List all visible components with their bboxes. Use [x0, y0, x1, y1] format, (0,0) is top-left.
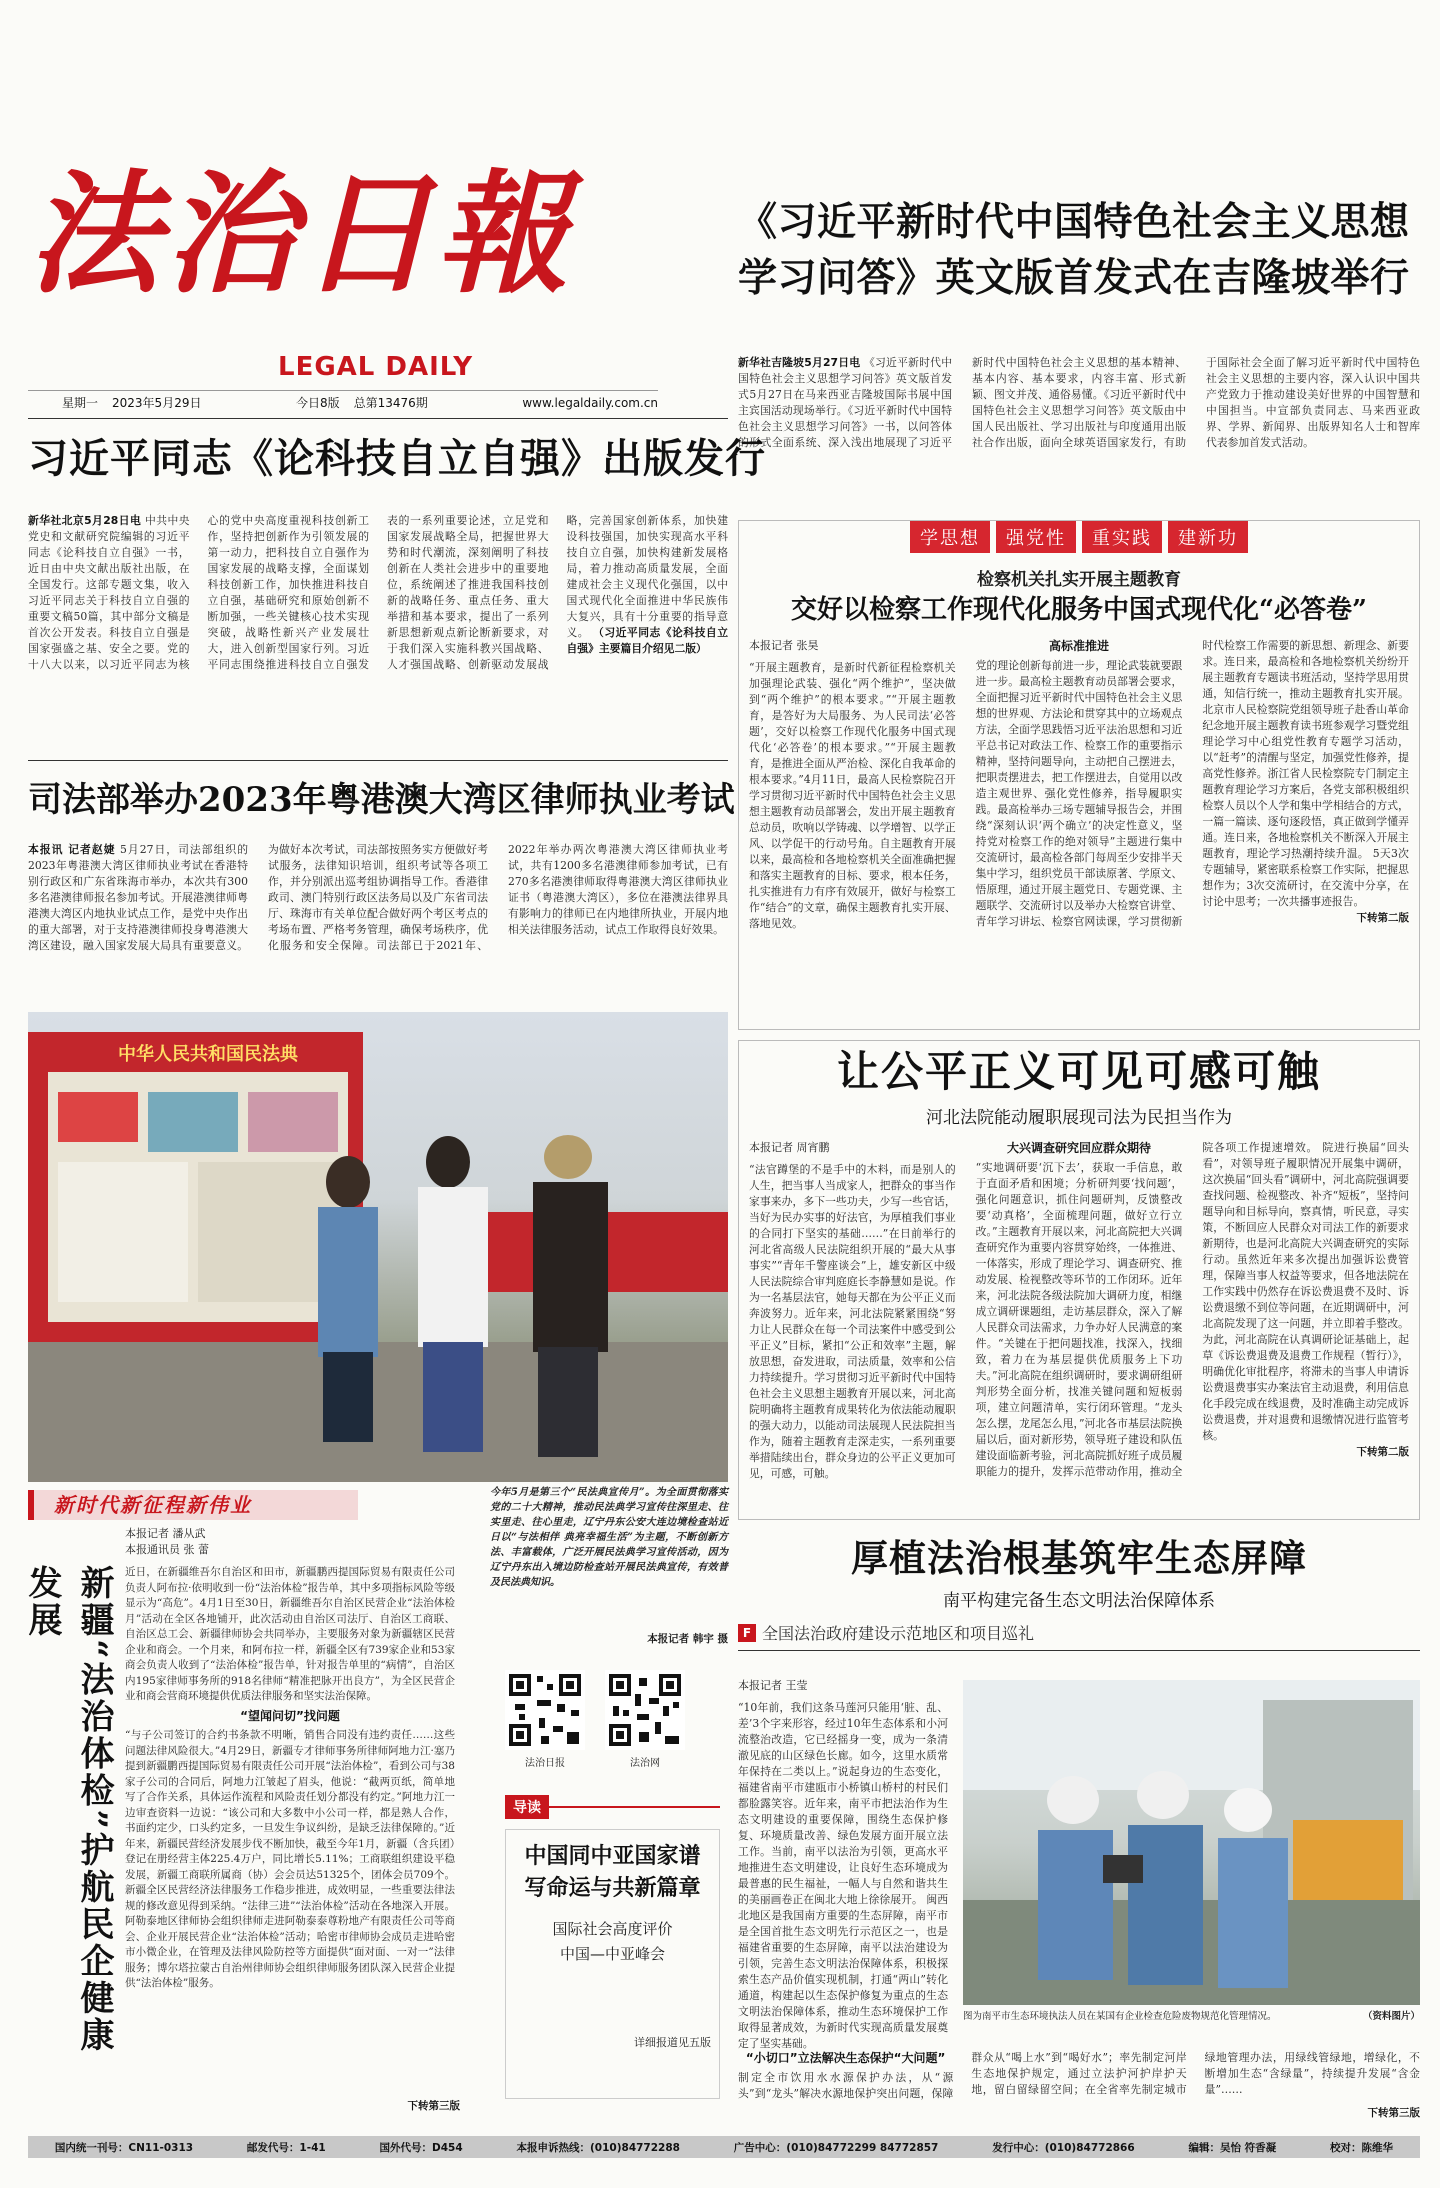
divider: [28, 418, 728, 419]
exam-headline[interactable]: 司法部举办2023年粤港澳大湾区律师执业考试: [28, 780, 735, 820]
photo-caption-text: 图为南平市生态环境执法人员在某国有企业检查危险废物规范化管理情况。: [963, 2011, 1277, 2022]
guide-sub: 中国—中亚峰会: [559, 1945, 665, 1963]
xinjiang-banner: [28, 1490, 358, 1520]
footer-item: 校对：陈维华: [1329, 2141, 1393, 2154]
exam-body: [28, 842, 728, 970]
theme-tag: 重实践: [1082, 521, 1162, 553]
continued-note[interactable]: 下转第二版: [1356, 912, 1409, 924]
guide-sub: 国际社会高度评价: [552, 1920, 673, 1938]
procuratorate-body: [749, 638, 1409, 1030]
board-graphic: [148, 1092, 238, 1152]
guide-tag-rule: [549, 1806, 720, 1808]
xinjiang-body-text: 近日，在新疆维吾尔自治区和田市，新疆鹏西提国际贸易有限责任公司负责人阿布拉·依明收到一份“法治体检”报告单，其中多项指标风险等级显示为“高危”。4月1日至30日，新疆维吾尔自治区民营企业“法治体检月”活动在全区各地铺开，此次活动由自治区司法厅、自治区工商联、自治区总工会、新疆律师协会共同举办，主要服务对象为新疆辖区民营企业和商会。一个月来，和阿布拉一样，新疆全区有739家企业和53家商会负责人收到了“法治体检”报告单，针对报告单里的“病情”，自治区内195家律师事务所的918名律师“精准把脉开出良方”，为全区民营企业和商会营商环境提供优质法律服务和坚实法治保障。: [125, 1566, 455, 1702]
person-legs: [423, 1342, 483, 1452]
xinjiang-body-text: “与子公司签订的合约书条款不明晰，销售合同没有违约责任……这些问题法律风险很大。”4月29日，新疆专才律师事务所律师阿地力江·塞乃提到新疆鹏西提国际贸易有限责任公司开展“法治体检”，看到公司与38家子公司的合同后，阿地力江皱起了眉头，他说：“截两页纸，简单地写了合作关系，具体运作流程和风险责任划分都没有约定。”阿地力江一边审查资料一边说：“该公司和大多数中小公司一样，都是熟人合作，书面约定少，口头约定多，一旦发生争议纠纷，是缺乏法律保障的。”近年来，新疆民营经济发展步伐不断加快，截至今年1月，新疆（含兵团）登记在册经营主体225.4万户，同比增长5.11%；工商联组织建设平稳发展，新疆工商联所属商（协）会会员达51325个，团体会员709个。新疆全区民营经济法律服务工作稳步推进，成效明显，一些重要法律法规的修改意见得到采纳。“法律三进”“法治体检”活动在各地深入开展。阿勒泰地区律师协会组织律师走进阿勒泰泰尊粉地产有限责任公司等商会、企业开展民营企业“法治体检”活动；哈密市律师协会成员走进哈密市小微企业，在管理及法律风险防控等方面提供“面对面、一对一”法律服务；博尔塔拉蒙古自治州律师协会组织律师服务团队深入民营企业提供“法治体检”服务。: [125, 1729, 455, 1989]
hebei-body-text: 院进行换届“回头看”，对领导班子履职情况开展集中调研，这次换届“回头看”调研中，河北高院强调要查找问题、检视整改、补齐“短板”，坚持问题导向和目标导向，察真情，听民意，寻实策，不断回应人民群众对司法工作的新要求新期待，也是河北高院大兴调查研究的实际行动。虽然近年来多次提出加强诉讼费管理，保障当事人权益等要求，但各地法院在工作实践中仍然存在诉讼费退费不及时、诉讼费退缴不到位等问题，在近期调研中，河北高院发现了这一问题，并立即着手整改。为此，河北高院在认真调研论证基础上，起草《诉讼费退费及退费工作规程（暂行）》，明确优化审批程序，将滞未的当事人申请诉讼费退费事实办案法官主动退费，利用信息化手段完成在线退费，及时准确主动完成诉讼费退费，并对退费和退缴情况进行监管考核。: [1202, 1141, 1409, 1442]
photo-caption-police: [490, 1485, 728, 1650]
ecology-subhead: “小切口”立法解决生态保护“大问题”: [745, 2051, 946, 2065]
ecology-headline[interactable]: 厚植法治根基筑牢生态屏障: [851, 1536, 1307, 1580]
masthead-title: 法治日報: [28, 157, 572, 312]
hebei-headline[interactable]: 让公平正义可见可感可触: [836, 1047, 1321, 1096]
person-head: [426, 1136, 470, 1188]
pavement: [28, 1342, 728, 1482]
lead-headline[interactable]: 《习近平新时代中国特色社会主义思想学习问答》英文版首发式在吉隆坡举行: [738, 200, 1410, 301]
masthead-info-bar: [28, 390, 658, 414]
book-body: [28, 513, 728, 705]
board-text-panel: [198, 1162, 338, 1302]
hard-hat: [1047, 1776, 1099, 1824]
qr-code-legal-daily[interactable]: [505, 1670, 585, 1770]
ecology-body-text: 闽西北地区是我国南方重要的生态屏障，南平市是全国首批生态文明先行示范区之一，也是福建省重要的生态屏障，南平以法治建设为引领，完善生态文明法治保障体系，积极探索生态产品价值实现机制，打通“两山”转化通道，构建起以生态保护修复为重点的生态文明法治保障体系，推动生态环境保护工作取得显著成效，为新时代实现高质量发展奠定了坚实基础。: [738, 1893, 949, 2050]
lead-dateline: 新华社吉隆坡5月27日电: [738, 356, 861, 369]
procuratorate-kicker: 检察机关扎实开展主题教育: [977, 570, 1181, 590]
board-text-panel: [58, 1162, 188, 1302]
caption-text: 今年5月是第三个“民法典宣传月”。为全面贯彻落实党的二十大精神，推动民法典学习宣传往深里走、往实里走、往心里走，辽宁丹东公安大连边境检查站近日以“与法相伴 典亮幸福生活”为主题，不断创新方法、丰富载体，广泛开展民法典学习宣传活动，因为辽宁丹东出入境边防检查站开展民法典宣传，有效普及民法典知识。: [490, 1487, 728, 1588]
footer-item: 广告中心：(010)84772299 84772857: [733, 2141, 939, 2154]
website-link[interactable]: www.legaldaily.com.cn: [522, 395, 658, 410]
xinjiang-headline-vertical[interactable]: 新疆“法治体检”护航民企健康发展: [22, 1565, 114, 2055]
hebei-body-text: “实地调研要‘沉下去’，获取一手信息，敢于直面矛盾和困境；分析研判要‘找问题’，强化问题意识，抓住问题研判，反馈整改要‘动真格’，全面梳理问题，做好立行立改。”主题教育开展以来，河北高院把大兴调查研究作为重要内容贯穿始终，一体推进、一体落实，形成了理论学习、调查研究、推动发展、检视整改等环节的工作闭环。近年来，河北法院各级法院加大调研力度，相继成立调研课题组，走访基层群众，深入了解人民群众司法需求，力争办好人民满意的案件。“关键在于把问题找准，找深入，找细致，着力在为基层提供优质服务上下功夫。”河北高院在组织调研时，要求调研组研判形势全面分析，找准关键问题和短板弱项，建立问题清单，实行闭环管理。“龙头怎么摆，龙尾怎么甩，”河北各市基层法院换届以后，面对新形势，领导班子建设和队伍建设面临新考验，河北高院抓好班子成员履职能力的提升，发挥示范带动作用，推动全院各项工作提速增效。: [975, 1141, 1319, 1478]
exam-body-text: 5月27日，司法部组织的2023年粤港澳大湾区律师执业考试在香港特别行政区和广东省珠海市举办，本次共有300多名港澳律师报名参加考试。开展港澳律师粤港澳大湾区内地执业试点工作，是党中央作出的重大部署，对于支持港澳律师投身粤港澳大湾区建设，融入国家发展大局具有重要意义。为做好本次考试，司法部按照务实方便做好考试服务，法律知识培训，组织考试等各项工作，并分别派出巡考组协调指导工作。香港律政司、澳门特别行政区法务局以及广东省司法厅、珠海市有关单位配合做好两个考区考点的考场布置、严格考务管理，确保考场秩序，优化服务和安全保障。司法部已于2021年、2022年举办两次粤港澳大湾区律师执业考试，共有1200多名港澳律师参加考试，已有270多名港澳律师取得粤港澳大湾区律师执业证书（粤港澳大湾区），多位在港澳法律界具有影响力的律师已在内地律所执业，开展内地相关法律服务活动，试点工作取得良好效果。: [28, 843, 728, 952]
board-graphic: [58, 1092, 138, 1142]
footer-item: 发行中心：(010)84772866: [992, 2141, 1135, 2154]
person-body: [533, 1182, 608, 1352]
hebei-body: [749, 1140, 1409, 1518]
procuratorate-body-text: “开展主题教育，是新时代新征程检察机关加强理论武装、强化“两个维护”，坚决做到“两个维护”的根本要求。”“开展主题教育，是答好为大局服务、为人民司法‘必答题’，交好以检察工作现代化服务中国式现代化‘必答卷’的根本要求。”“开展主题教育，是推进全面从严治检、深化自我革命的根本要求。”4月11日，最高人民检察院召开学习贯彻习近平新时代中国特色社会主义思想主题教育动员部署会，发出开展主题教育总动员，吹响以学铸魂、以学增智、以学正风、以学促干的行动号角。自主题教育开展以来，最高检和各地检察机关全面准确把握和落实主题教育的目标、要求，根本任务，扎实推进有力有序有效展开，做好与检察工作“结合”的文章，确保主题教育扎实开展、落地见效。: [749, 661, 956, 930]
hebei-story: [738, 1040, 1420, 1520]
photo-scene: [963, 1680, 1420, 2005]
xinjiang-subhead: “望闻问切”找问题: [240, 1708, 340, 1723]
hebei-body-text: “法官蹲堡的不是手中的木料，而是别人的人生，把当事人当成家人，把群众的事当作家事来办，多下一些功夫，少写一些官话，当好为民办实事的好法官，为厚植我们事业的合同打下坚实的基础……”在日前举行的河北省高级人民法院组织开展的“最大从事事实”“青年千警座谈会”上，雄安新区中级人民法院综合审判庭庭长李静慧如是说。作为一名基层法官，她每天都在为公平正义而奔波努力。近年来，河北法院紧紧围绕“努力让人民群众在每一个司法案件中感受到公平正义”目标，紧扣“公正和效率”主题，解放思想，奋发进取，司法质量，效率和公信力持续提升。学习贯彻习近平新时代中国特色社会主义思想主题教育开展以来，河北高院明确将主题教育成果转化为依法能动履职的强大动力，以能动司法展现人民法院担当作为，随着主题教育走深走实，一系列重要举措陆续出台，群众身边的公平正义更加可见，可感，可触。: [749, 1163, 956, 1480]
exam-story: [28, 770, 735, 985]
caption-credit: 本报记者 韩宇 摄: [647, 1633, 728, 1645]
hebei-subhead: 大兴调查研究回应群众期待: [1006, 1141, 1151, 1155]
book-headline[interactable]: 习近平同志《论科技自立自强》出版发行: [28, 436, 766, 482]
footer-item: 国内统一刊号：CN11-0313: [54, 2141, 194, 2154]
qr-label: 法治日报: [525, 1758, 565, 1769]
officer-legs: [323, 1352, 373, 1442]
qr-code-legal-net[interactable]: [605, 1670, 685, 1770]
book-caption: （习近平同志《论科技自立自强》主要篇目介绍见二版）: [566, 626, 729, 655]
news-photo-police: [28, 1012, 728, 1480]
forklift: [1293, 1820, 1403, 1910]
procuratorate-story: [738, 520, 1420, 1030]
procuratorate-byline: 本报记者 张昊: [749, 639, 819, 652]
continued-note[interactable]: 下转第三版: [407, 2100, 460, 2112]
guide-tag-text: 导读: [505, 1795, 549, 1819]
inspector-body: [1128, 1825, 1203, 1985]
photo-scene: [28, 1012, 728, 1480]
guide-box[interactable]: [505, 1795, 720, 2100]
procuratorate-body-text: 党的理论创新每前进一步，理论武装就要跟进一步。最高检主题教育动员部署会要求，全面把握习近平新时代中国特色社会主义思想的世界观、方法论和贯穿其中的立场观点方法，全面学思践悟习近平法治思想和习近平总书记对政法工作、检察工作的重要指示精神，坚持问题导向，主动把自己摆进去，把职责摆进去，把工作摆进去，自觉用以改造主观世界、强化党性修养，指导履职实践。最高检举办三场专题辅导报告会，并围绕“深刻认识‘两个确立’的决定性意义，坚持党对检察工作的绝对领导”主题进行集中交流研讨，最高检各部门每周至少安排半天集中学习，组织党员干部读原著、学原文、悟原理，通过开展主题党日、专题党课、主题联学、交流研讨以及举办大检察官讲堂、青年学习讲坛、检察官网读课，学习贯彻新时代检察工作需要的新思想、新理念、新要求。连日来，最高检和各地检察机关纷纷开展主题教育专题读书班活动，坚持学思用贯通，知信行统一，推动主题教育扎实开展。北京市人民检察院党组领导班子赴香山革命纪念地开展主题教育读书班参观学习暨党组理论学习中心组党性教育专题学习活动，以“赶考”的清醒与坚定，加强党性修养，提高党性修养。浙江省人民检察院专门制定主题教育理论学习方案后，各党支部积极组织检察人员以个人学和集中学相结合的方式，一篇一篇读、逐句逐段悟，真正做到学懂弄通。连日来，各地检察机关不断深入开展主题教育，理论学习热潮持续升温。: [975, 639, 1409, 928]
footer-bar: [28, 2136, 1420, 2158]
exam-byline: 本报讯 记者赵婕: [28, 843, 116, 856]
hebei-byline: 本报记者 周宵鹏: [749, 1141, 830, 1154]
theme-tag: 学思想: [910, 521, 990, 553]
xinjiang-byline: 本报记者 潘从武: [125, 1527, 206, 1540]
continued-note[interactable]: 下转第二版: [1356, 1446, 1409, 1458]
guide-tag: [505, 1795, 720, 1819]
issue-date: 2023年5月29日: [112, 396, 202, 410]
tablet-device: [1103, 1855, 1143, 1883]
ecology-photo-caption: [963, 2010, 1420, 2024]
news-photo-inspection: [963, 1680, 1420, 2005]
ecology-body-bottom: [738, 2050, 1420, 2118]
page-count: 今日8版: [295, 396, 340, 410]
board-graphic: [248, 1092, 338, 1152]
qr-label: 法治网: [630, 1758, 660, 1769]
book-dateline: 新华社北京5月28日电: [28, 514, 142, 527]
hebei-subheadline: 河北法院能动履职展现司法为民担当作为: [926, 1108, 1232, 1128]
guide-headline[interactable]: 中国同中亚国家谱写命运与共新篇章: [524, 1843, 701, 1901]
xinjiang-body: [125, 1525, 455, 2105]
ecology-body-text: “10年前，我们这条马莲河只能用‘脏、乱、差’3个字来形容，经过10年生态体系和小河流整治改造，它已经摇身一变，成为一条清澈见底的山区绿色长廊。如今，这里水质常年保持在二类以上。”说起身边的生态变化，福建省南平市建瓯市小桥镇山桥村的村民们都脸露笑容。近年来，南平市把法治作为生态文明建设的重要保障，围绕生态保护修复、环境质量改善、绿色发展方面开展立法工作。当前，南平以法治为引领，更高水平地推进生态文明建设，让良好生态环境成为最普惠的民生福祉，一幅人与自然和谐共生的美丽画卷正在闽北大地上徐徐展开。: [738, 1701, 948, 1906]
inspector-body: [1038, 1830, 1113, 1980]
book-body-text: 中共中央党史和文献研究院编辑的习近平同志《论科技自立自强》一书，近日由中央文献出版社出版，在全国发行。这部专题文集，收入习近平同志关于科技自立自强的重要文稿50篇，其中部分文稿是首次公开发表。科技自立自强是国家强盛之基、安全之要。党的十八大以来，以习近平同志为核心的党中央高度重视科技创新工作，坚持把创新作为引领发展的第一动力，把科技自立自强作为国家发展的战略支撑，全面谋划科技创新工作，加快推进科技自立自强，基础研究和原始创新不断加强，一些关键核心技术实现突破，战略性新兴产业发展壮大，进入创新型国家行列。习近平同志围绕推进科技自立自强发表的一系列重要论述，立足党和国家发展战略全局，把握世界大势和时代潮流，深刻阐明了科技创新在人类社会进步中的重要地位，系统阐述了推进我国科技创新的战略任务、重点任务、重大举措和基本要求，提出了一系列新思想新观点新论断新要求，对于我们深入实施科教兴国战略、人才强国战略、创新驱动发展战略，完善国家创新体系，加快建设科技强国，加快实现高水平科技自立自强，加快构建新发展格局，着力推动高质量发展，全面建成社会主义现代化强国，以中国式现代化全面推进中华民族伟大复兴，具有十分重要的指导意义。: [28, 514, 728, 671]
footer-item: 邮发代号：1-41: [246, 2141, 326, 2154]
guide-inner: [505, 1829, 720, 2099]
photo-sign-text: 中华人民共和国民法典: [118, 1044, 298, 1065]
ecology-subheadline: 南平构建完备生态文明法治保障体系: [943, 1591, 1215, 1611]
issue-number: 总第13476期: [353, 396, 428, 410]
lead-body: [738, 355, 1420, 473]
person-legs: [538, 1347, 598, 1457]
masthead-english: LEGAL DAILY: [278, 352, 474, 382]
series-flag-icon: F: [738, 1624, 756, 1642]
ecology-byline: 本报记者 王莹: [738, 1679, 808, 1692]
book-story: [28, 425, 766, 755]
procuratorate-subhead: 高标准推进: [1048, 639, 1109, 653]
hard-hat: [1137, 1771, 1189, 1819]
weekday: 星期一: [62, 396, 99, 410]
lead-story: [738, 195, 1420, 515]
continued-note[interactable]: 下转第三版: [1367, 2107, 1420, 2119]
ecology-story: [738, 1530, 1420, 2120]
ecology-series-tag: [738, 1621, 1420, 1644]
officer-body: [318, 1207, 378, 1357]
photo-credit: （资料图片）: [1362, 2011, 1420, 2022]
series-tag-text: 全国法治政府建设示范地区和项目巡礼: [762, 1624, 1035, 1643]
xinjiang-text: [125, 1565, 455, 2085]
guide-note[interactable]: 详细报道见五版: [634, 2036, 711, 2049]
inspector-body: [1218, 1838, 1288, 1988]
person-body: [418, 1187, 488, 1347]
procuratorate-headline[interactable]: 交好以检察工作现代化服务中国式现代化“必答卷”: [791, 595, 1367, 625]
theme-tags: [749, 521, 1409, 553]
procuratorate-body-text: 5天3次专题辅导，紧密联系检察工作实际，把握思想作为；3次交流研讨，在交流中分享，在讨论中思考；一次共播事迹报告。: [1202, 847, 1409, 908]
theme-tag: 建新功: [1168, 521, 1248, 553]
qr-code-icon: [505, 1670, 585, 1750]
footer-item: 国外代号：D454: [379, 2141, 463, 2154]
lead-body-text: 《习近平新时代中国特色社会主义思想学习问答》英文版首发式5月27日在马来西亚吉隆坡国际书展中国主宾国活动现场举行。《习近平新时代中国特色社会主义思想学习问答》一书，以问答体的形式全面系统、深入浅出地展现了习近平新时代中国特色社会主义思想的基本精神、基本内容、基本要求，内容丰富、形式新颖、图文并茂、通俗易懂。《习近平新时代中国特色社会主义思想学习问答》英文版由中国人民出版社、学习出版社与印度通用出版社合作出版，面向全球英语国家发行，有助于国际社会全面了解习近平新时代中国特色社会主义思想的主要内容，深入认识中国共产党致力于推动建设美好世界的中国智慧和中国担当。中宣部负责同志、马来西亚政界、学界、新闻界、出版界知名人士和智库代表参加首发式活动。: [738, 356, 1420, 449]
xinjiang-byline: 本报通讯员 张 蕾: [125, 1543, 209, 1556]
divider: [738, 1650, 1420, 1651]
ecology-body-text: 制定全市饮用水水源保护办法，从“源头”到“龙头”解决水源地保护突出问题，保障群众从“喝上水”到“喝好水”；率先制定河岸生态地保护规定，通过立法护河护岸护天地，留白留绿留空间；在全省率先制定城市绿地管理办法，用绿线管绿地，增绿化，不断增加生态“含绿量”，持续提升发展“含金量”……: [738, 2051, 1420, 2100]
person-hat: [544, 1135, 592, 1179]
ecology-body: [738, 1678, 948, 2063]
series-banner-text: 新时代新征程新伟业: [54, 1493, 252, 1517]
footer-item: 本报申诉热线：(010)84772288: [516, 2141, 680, 2154]
masthead: [28, 130, 658, 420]
qr-code-icon: [605, 1670, 685, 1750]
theme-tag: 强党性: [996, 521, 1076, 553]
officer-head: [326, 1156, 370, 1208]
divider: [28, 760, 728, 761]
hard-hat: [1224, 1788, 1272, 1832]
footer-item: 编辑：吴怡 符香凝: [1188, 2141, 1277, 2154]
